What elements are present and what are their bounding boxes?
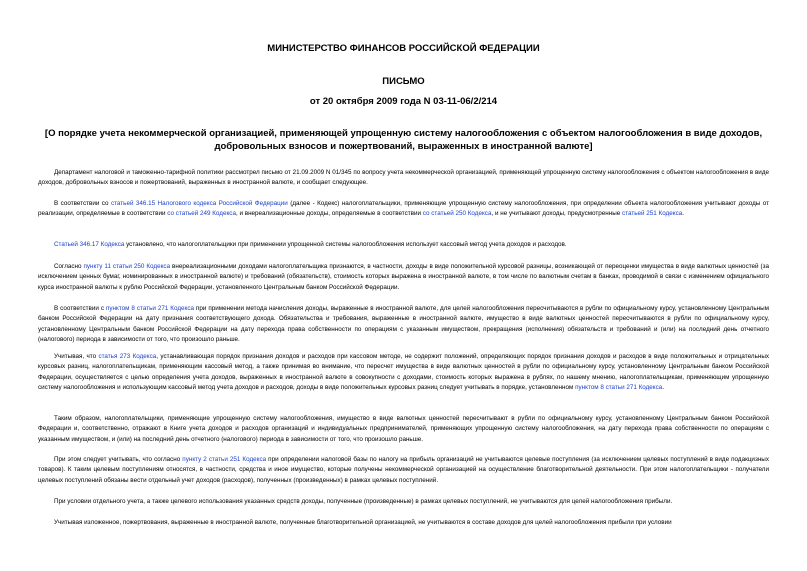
link-article-250[interactable]: со статьей 250 Кодекса	[422, 210, 492, 218]
document-subject	[30, 127, 777, 153]
document-type: ПИСЬМО	[382, 76, 425, 87]
link-article-251-p2[interactable]: пункту 2 статьи 251 Кодекса	[182, 456, 267, 463]
ministry-heading: МИНИСТЕРСТВО ФИНАНСОВ РОССИЙСКОЙ ФЕДЕРАЦИИ	[267, 43, 540, 54]
paragraph-separate-accounting: При условии отдельного учета, а также целевого использования указанных средств доходы, полученные (произведенные) в рамках целевых поступлений, не учитываются для целей налогообложения прибыли.	[54, 498, 673, 505]
paragraph-intro: Департамент налоговой и таможенно-тарифной политики рассмотрел письмо от 21.09.2009 N 01/345 по вопросу учета некоммерческой организацией, применяющей упрощенную систему налогообложения с объектом налогообложения в виде доходов, добровольных взносов и пожертвований, выраженных в иностранной валюте, и сообщает следующее.	[38, 169, 769, 187]
paragraph-donations: Учитывая изложенное, пожертвования, выраженные в иностранной валюте, полученные благотворительной организацией, не учитываются в составе доходов для целей налогообложения прибыли при условии	[54, 519, 672, 526]
link-article-250-p11[interactable]: пункту 11 статьи 250 Кодекса	[83, 263, 171, 270]
link-article-273[interactable]: статья 273 Кодекса	[98, 353, 157, 360]
link-article-346-15[interactable]: статьей 346.15 Налогового кодекса Российской Федерации	[110, 200, 288, 207]
paragraph-cash-method: Статьей 346.17 Кодекса установлено, что налогоплательщики при применении упрощенной системы налогообложения использует кассовый метод учета доходов и расходов.	[54, 241, 567, 248]
paragraph-article-273: Учитывая, что статья 273 Кодекса, устанавливающая порядок признания доходов и расходов при кассовом методе, не содержит положений, определяющих порядок признания доходов и расходов в виде положительных и отрицательных курсовых разниц, налогоплательщикам, применяющим кассовый метод, а также принимая во внимание, что пересчет имущества в виде валютных ценностей в рубли по официальному курсу, установленному Центральным банком Российской Федерации, осуществляется с целью определения учета доходов, выраженных в иностранной валюте в совокупности с доходами, стоимость которых выражена в рублях, по нашему мнению, налогоплательщикам, применяющим упрощенную систему налогообложения и использующим кассовый метод учета доходов и расходов, доходы в виде положительных курсовых разниц следует учитывать в порядке, установленном пунктом 8 статьи 271 Кодекса.	[38, 353, 770, 392]
link-article-271-p8[interactable]: пунктом 8 статьи 271 Кодекса	[105, 305, 194, 312]
link-article-346-17[interactable]: Статьей 346.17 Кодекса	[54, 241, 125, 248]
paragraph-accrual-method: В соответствии с пунктом 8 статьи 271 Кодекса при применении метода начисления доходы, выраженные в иностранной валюте, для целей налогообложения пересчитываются в рубли по официальному курсу, установленному Центральным банком Российской Федерации на дату признания соответствующего дохода. Обязательства и требования, выраженные в иностранной валюте, имущество в виде валютных ценностей пересчитываются в рубли по официальному курсу, установленному Центральным банком Российской Федерации на дату перехода права собственности по операциям с указанным имуществом, прекращения (исполнения) обязательств и требований и (или) на последний день отчетного (налогового) периода в зависимости от того, что произошло раньше.	[38, 305, 770, 344]
link-article-271-p8-second[interactable]: пунктом 8 статьи 271 Кодекса	[575, 384, 663, 392]
subject-line-1: [О порядке учета некоммерческой организацией, применяющей упрощенную систему налогообложения с объектом налогообложения в виде доходов,	[44, 128, 763, 139]
subject-line-2: добровольных взносов и пожертвований, выраженных в иностранной валюте]	[214, 141, 593, 152]
paragraph-objects: В соответствии со статьей 346.15 Налогового кодекса Российской Федерации (далее - Кодекс) налогоплательщики, применяющие упрощенную систему налогообложения, при определении объекта налогообложения учитывают доходы от реализации, определяемые в соответствии со статьей 249 Кодекса, и внереализационные доходы, определяемые в соответствии со статьей 250 Кодекса, и не учитывают доходы, предусмотренные статьей 251 Кодекса.	[38, 200, 769, 218]
link-article-249[interactable]: со статьей 249 Кодекса	[167, 210, 236, 218]
paragraph-conclusion: Таким образом, налогоплательщики, применяющие упрощенную систему налогообложения, имущество в виде валютных ценностей пересчитывают в рубли по официальному курсу, установленному Центральным банком Российской Федерации и, соответственно, отражают в Книге учета доходов и расходов организаций и индивидуальных предпринимателей, применяющих упрощенную систему налогообложения, на дату перехода права собственности по операциям с указанным имуществом, и (или) на последний день отчетного (налогового) периода в зависимости от того, что произошло раньше.	[38, 415, 769, 443]
link-article-251[interactable]: статьей 251 Кодекса	[622, 210, 683, 218]
document-date-number: от 20 октября 2009 года N 03-11-06/2/214	[309, 96, 498, 107]
paragraph-exchange-difference: Согласно пункту 11 статьи 250 Кодекса внереализационными доходами налогоплательщика признаются, в частности, доходы в виде положительной курсовой разницы, возникающей от переоценки имущества в виде валютных ценностей (за исключением ценных бумаг, номинированных в иностранной валюте) и требований (обязательств), стоимость которых выражена в иностранной валюте, в том числе по валютным счетам в банках, проводимой в связи с изменением официального курса иностранной валюты к рублю Российской Федерации, установленного Центральным банком Российской Федерации.	[38, 263, 770, 291]
paragraph-target-receipts: При этом следует учитывать, что согласно пункту 2 статьи 251 Кодекса при определении налоговой базы по налогу на прибыль организаций не учитываются целевые поступления (за исключением целевых поступлений в виде подакцизных товаров). К таким целевым поступлениям относятся, в частности, средства и иное имущество, которые получены некоммерческой организацией на осуществление благотворительной деятельности. При этом налогоплательщики - получатели целевых поступлений обязаны вести отдельный учет доходов (расходов), полученных (произведенных) в рамках целевых поступлений.	[38, 456, 769, 484]
